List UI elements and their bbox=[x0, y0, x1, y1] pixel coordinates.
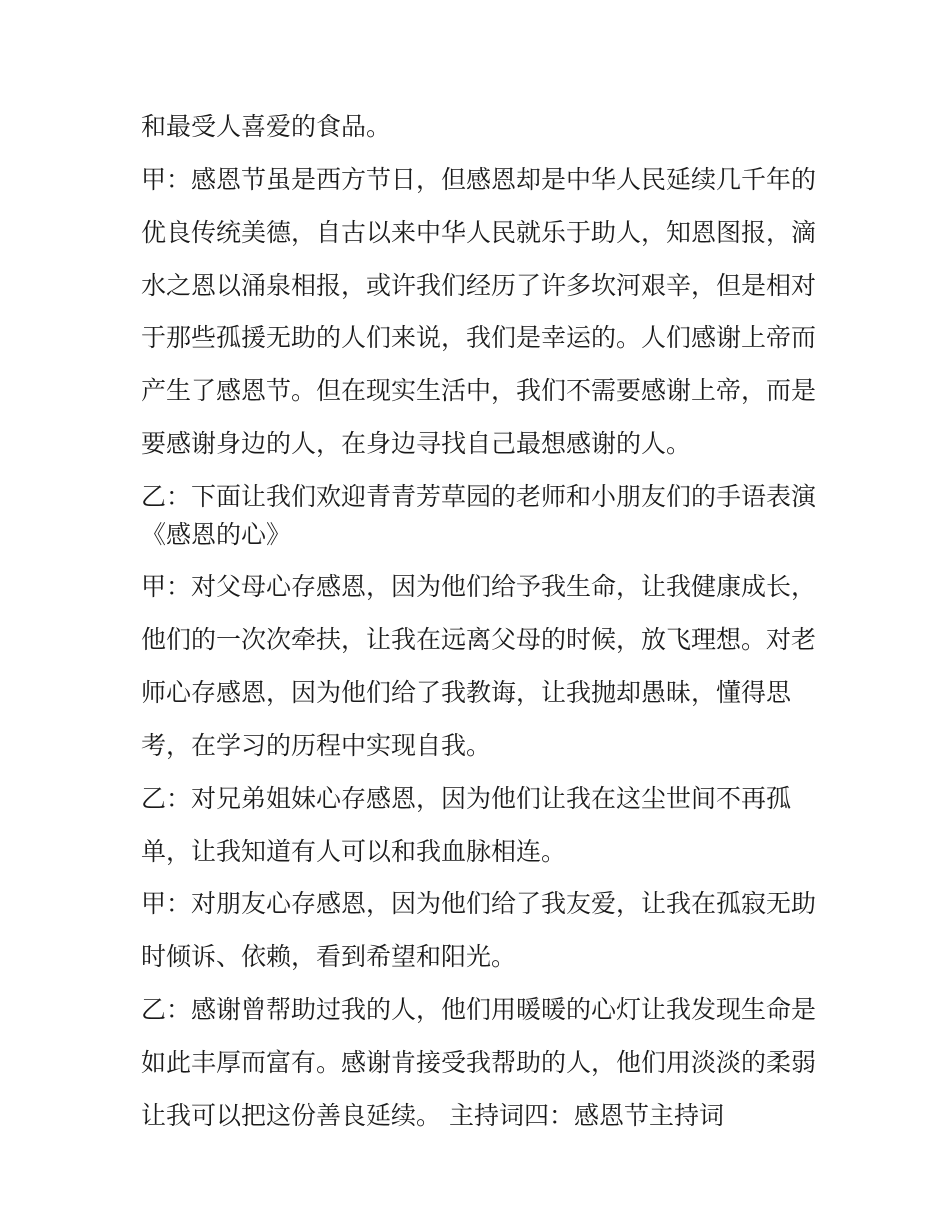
text-line: 要感谢身边的人，在身边寻找自己最想感谢的人。 bbox=[141, 429, 692, 458]
text-line: 产生了感恩节。但在现实生活中，我们不需要感谢上帝，而是 bbox=[141, 376, 817, 405]
text-line: 甲：对父母心存感恩，因为他们给予我生命，让我健康成长， bbox=[141, 572, 817, 601]
text-line: 甲：对朋友心存感恩，因为他们给了我友爱，让我在孤寂无助 bbox=[141, 889, 817, 918]
text-line: 考，在学习的历程中实现自我。 bbox=[141, 731, 492, 760]
text-line: 单，让我知道有人可以和我血脉相连。 bbox=[141, 837, 567, 866]
text-line: 水之恩以涌泉相报，或许我们经历了许多坎河艰辛，但是相对 bbox=[141, 271, 817, 300]
text-line: 如此丰厚而富有。感谢肯接受我帮助的人，他们用淡淡的柔弱 bbox=[141, 1048, 817, 1077]
text-line: 乙：感谢曾帮助过我的人，他们用暖暖的心灯让我发现生命是 bbox=[141, 995, 817, 1024]
text-line: 乙：下面让我们欢迎青青芳草园的老师和小朋友们的手语表演 bbox=[141, 482, 817, 511]
text-line: 师心存感恩，因为他们给了我教诲，让我抛却愚昧，懂得思 bbox=[141, 678, 792, 707]
text-line: 《感恩的心》 bbox=[141, 520, 292, 549]
text-line: 乙：对兄弟姐妹心存感恩，因为他们让我在这尘世间不再孤 bbox=[141, 784, 792, 813]
text-line: 于那些孤援无助的人们来说，我们是幸运的。人们感谢上帝而 bbox=[141, 323, 817, 352]
text-line: 他们的一次次牵扶，让我在远离父母的时候，放飞理想。对老 bbox=[141, 625, 817, 654]
text-line: 甲：感恩节虽是西方节日，但感恩却是中华人民延续几千年的 bbox=[141, 165, 817, 194]
text-line: 和最受人喜爱的食品。 bbox=[141, 112, 392, 141]
text-line: 时倾诉、依赖，看到希望和阳光。 bbox=[141, 942, 517, 971]
text-line: 让我可以把这份善良延续。 主持词四：感恩节主持词 bbox=[141, 1101, 724, 1130]
text-line: 优良传统美德，自古以来中华人民就乐于助人，知恩图报，滴 bbox=[141, 218, 817, 247]
